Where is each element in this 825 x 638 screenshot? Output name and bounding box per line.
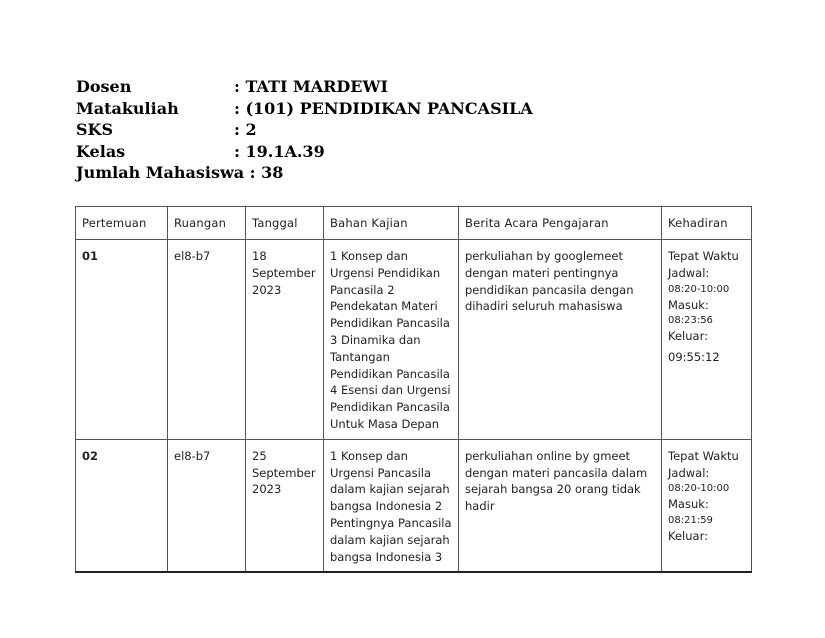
header-tanggal: Tanggal: [246, 207, 324, 240]
header-ruangan: Ruangan: [168, 207, 246, 240]
matakuliah-row: [76, 98, 533, 120]
sks-value: : 2: [234, 120, 257, 139]
ruangan-cell: el8-b7: [168, 439, 246, 572]
jadwal-label: Jadwal:: [668, 465, 710, 480]
kehadiran-cell: [662, 240, 752, 440]
sks-row: [76, 119, 533, 141]
dosen-value: : TATI MARDEWI: [234, 77, 388, 96]
masuk-value: 08:23:56: [668, 315, 713, 327]
tanggal-cell: 18 September 2023: [246, 240, 324, 440]
header-kehadiran: Kehadiran: [662, 207, 752, 240]
ruangan-cell: el8-b7: [168, 240, 246, 440]
course-info: [76, 76, 533, 184]
kehadiran-status: Tepat Waktu: [668, 448, 739, 463]
keluar-value: 09:55:12: [668, 350, 720, 365]
keluar-label: Keluar:: [668, 329, 708, 344]
berita-acara-cell: perkuliahan by googlemeet dengan materi pentingnya pendidikan pancasila dengan dihadiri seluruh mahasiswa: [459, 240, 662, 440]
jadwal-label: Jadwal:: [668, 265, 710, 280]
jumlah-row: [76, 162, 533, 184]
masuk-label: Masuk:: [668, 497, 709, 512]
jumlah-label: Jumlah Mahasiswa: [76, 163, 245, 182]
matakuliah-value: : (101) PENDIDIKAN PANCASILA: [234, 98, 533, 118]
berita-acara-cell: perkuliahan online by gmeet dengan materi pancasila dalam sejarah bangsa 20 orang tidak hadir: [459, 439, 662, 572]
pertemuan-cell: 01: [76, 240, 168, 440]
header-pertemuan: Pertemuan: [76, 207, 168, 240]
kehadiran-status: Tepat Waktu: [668, 249, 739, 263]
dosen-row: [76, 76, 533, 98]
masuk-value: 08:21:59: [668, 515, 713, 527]
kehadiran-cell: [662, 439, 752, 572]
header-berita-acara: Berita Acara Pengajaran: [459, 207, 662, 240]
table-row: [76, 240, 752, 440]
bahan-kajian-cell: 1 Konsep dan Urgensi Pendidikan Pancasila 2 Pendekatan Materi Pendidikan Pancasila 3 Dinamika dan Tantangan Pendidikan Pancasila 4 Esensi dan Urgensi Pendidikan Pancasila Untuk Masa Depan: [324, 240, 459, 440]
table-header-row: [76, 207, 752, 240]
masuk-label: Masuk:: [668, 297, 709, 312]
bahan-kajian-cell: 1 Konsep dan Urgensi Pancasila dalam kajian sejarah bangsa Indonesia 2 Pentingnya Pancasila dalam kajian sejarah bangsa Indonesia 3: [324, 439, 459, 572]
jadwal-value: 08:20-10:00: [668, 283, 730, 295]
matakuliah-label: Matakuliah: [76, 98, 179, 118]
pertemuan-cell: 02: [76, 439, 168, 572]
dosen-label: Dosen: [76, 77, 132, 96]
kelas-value: : 19.1A.39: [234, 141, 325, 161]
keluar-label: Keluar:: [668, 529, 708, 544]
header-bahan-kajian: Bahan Kajian: [324, 207, 459, 240]
sks-label: SKS: [76, 120, 114, 139]
kelas-label: Kelas: [76, 141, 126, 161]
jumlah-value: : 38: [244, 163, 284, 182]
kelas-row: [76, 141, 533, 163]
table-row: [76, 439, 752, 572]
tanggal-cell: 25 September 2023: [246, 439, 324, 572]
attendance-table: [75, 206, 752, 573]
jadwal-value: 08:20-10:00: [668, 483, 730, 495]
